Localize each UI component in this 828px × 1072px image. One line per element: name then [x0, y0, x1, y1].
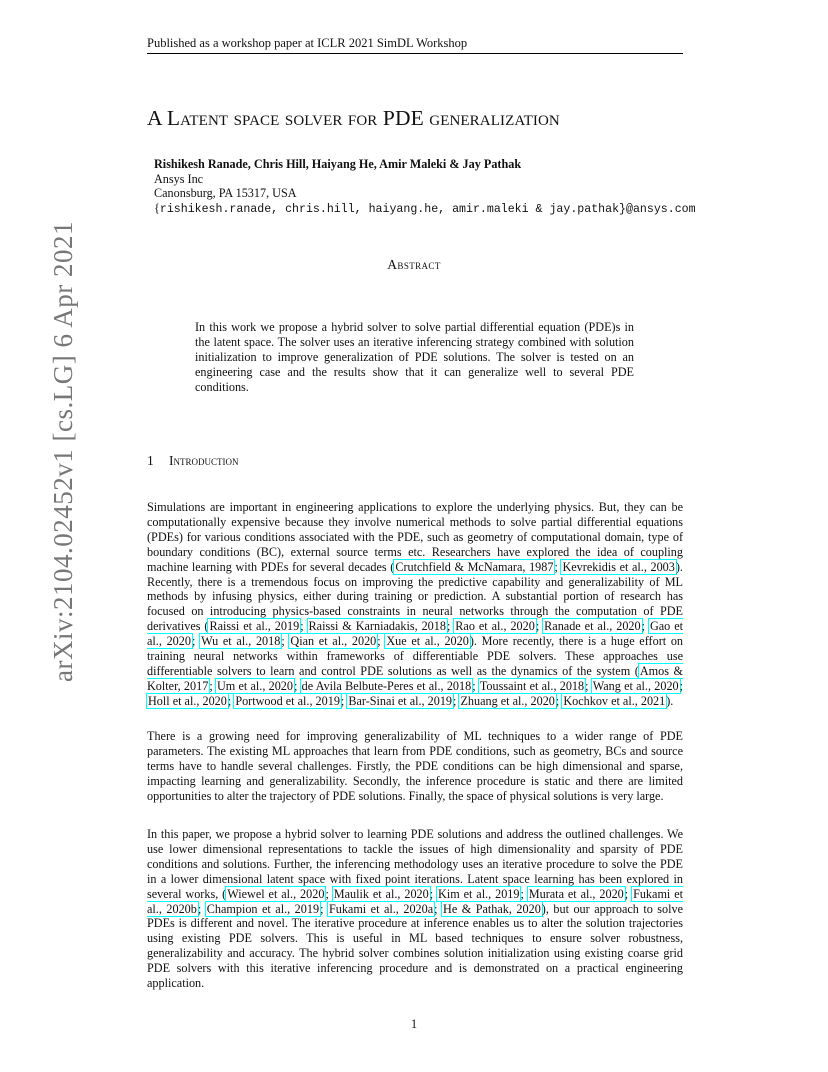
paper-title: A Latent space solver for PDE generalization [147, 106, 560, 130]
citation-link[interactable]: Amos & Kolter, 2017 [147, 663, 683, 693]
citation-link[interactable]: Toussaint et al., 2018 [479, 678, 585, 693]
citation-link[interactable]: Ranade et al., 2020 [544, 619, 641, 634]
citation-link[interactable]: Fukami et al., 2020a [328, 901, 434, 916]
citation-link[interactable]: Bar-Sinai et al., 2019 [348, 693, 453, 708]
citation-link[interactable]: Murata et al., 2020 [528, 886, 624, 901]
citation-link[interactable]: Wu et al., 2018 [201, 634, 281, 649]
citation-link[interactable]: Kim et al., 2019 [438, 886, 520, 901]
para-text: Simulations are important in engineering applications to explore the underlying physics. But, they can be computationally expensive because they involve numerical methods to solve partial differential equations (PDEs) for various conditions associated with the PDE, such as geometry of computational domain, type of boundary conditions (BC), external source terms etc. Researchers have explored the idea of coupling machine learning with PDEs for several decades ( [147, 500, 683, 574]
citation-link[interactable]: Xue et al., 2020 [386, 634, 469, 649]
para-text: ), but our approach to solve PDEs is different and novel. The iterative procedure at inference enables us to alter the solution trajectories using existing PDE solvers. This is useful in ML based techniques to ensure solver robustness, generalizability and accuracy. The hybrid solver combines solution initialization using existing coarse grid PDE solvers with this iterative inferencing procedure and is demonstrated on a practical engineering application. [147, 901, 684, 991]
email-domain: }@ansys.com [619, 203, 696, 216]
citation-link[interactable]: Raissi et al., 2019 [209, 619, 300, 634]
para-text: ). [666, 693, 674, 708]
citation-link[interactable]: Champion et al., 2019 [206, 901, 320, 916]
section-heading-introduction [147, 453, 239, 469]
citation-link[interactable]: He & Pathak, 2020 [443, 901, 541, 916]
citation-link[interactable]: Maulik et al., 2020 [333, 886, 429, 901]
citation-link[interactable]: Crutchfield & McNamara, 1987 [395, 559, 554, 574]
para-text: In this paper, we propose a hybrid solver to learning PDE solutions and address the outlined challenges. We use lower dimensional representations to tackle the issues of high dimensionality and sparsity of PDE conditions and solutions. Further, the inferencing methodology uses an iterative procedure to solve the PDE in a lower dimensional latent space with fixed point iterations. Latent space learning has been explored in several works, ( [147, 827, 683, 901]
citation-link[interactable]: Fukami et al., 2020b [147, 886, 684, 916]
author-list: Rishikesh Ranade, Chris Hill, Haiyang He, Amir Maleki & Jay Pathak [154, 157, 522, 171]
arxiv-identifier[interactable]: arXiv:2104.02452v1 [cs.LG] 6 Apr 2021 [48, 221, 78, 682]
citation-link[interactable]: de Avila Belbute-Peres et al., 2018 [301, 678, 472, 693]
affiliation-address: Canonsburg, PA 15317, USA [154, 186, 297, 200]
header-rule [147, 53, 683, 54]
arxiv-sidebar-stamp [14, 221, 78, 682]
affiliation-org: Ansys Inc [154, 172, 204, 186]
abstract-text: In this work we propose a hybrid solver to solve partial differential equation (PDE)s in the latent space. The solver uses an iterative inferencing strategy combined with solution initialization to improve generalization of PDE solutions. The solver is tested on an engineering case and the results show that it can generalize well to several PDE conditions. [195, 320, 634, 394]
citation-link[interactable]: Portwood et al., 2019 [235, 693, 340, 708]
section-number: 1 [147, 453, 154, 468]
intro-paragraph-1: Simulations are important in engineering applications to explore the underlying physics. But, they can be computationally expensive because they involve numerical methods to solve partial differential equations (PDEs) for various conditions associated with the PDE, such as geometry of computational domain, type of boundary conditions (BC), external source terms etc. Researchers have explored the idea of coupling machine learning with PDEs for several decades (Crutchfield & McNamara, 1987; Kevrekidis et al., 2003). Recently, there is a tremendous focus on improving the predictive capability and generalizability of ML methods by infusing physics, either during training or prediction. A substantial portion of research has focused on introducing physics-based constraints in neural networks through the computation of PDE derivatives (Raissi et al., 2019; Raissi & Karniadakis, 2018; Rao et al., 2020; Ranade et al., 2020; Gao et al., 2020; Wu et al., 2018; Qian et al., 2020; Xue et al., 2020). More recently, there is a huge effort on training neural networks within frameworks of differentiable PDE solvers. These approaches use differentiable solvers to learn and control PDE solutions as well as the dynamics of the system (Amos & Kolter, 2017; Um et al., 2020; de Avila Belbute-Peres et al., 2018; Toussaint et al., 2018; Wang et al., 2020; Holl et al., 2020; Portwood et al., 2019; Bar-Sinai et al., 2019; Zhuang et al., 2020; Kochkov et al., 2021). [147, 500, 684, 708]
citation-link[interactable]: Um et al., 2020 [216, 678, 293, 693]
citation-link[interactable]: Gao et al., 2020 [147, 619, 684, 649]
email-list: rishikesh.ranade, chris.hill, haiyang.he, amir.maleki & jay.pathak [159, 203, 620, 216]
para-text: ). Recently, there is a tremendous focus on improving the predictive capability and generalizability of ML methods by infusing physics, either during training or prediction. A substantial portion of research has focused on introducing physics-based constraints in neural networks through the computation of PDE derivatives ( [147, 559, 683, 634]
running-header: Published as a workshop paper at ICLR 2021 SimDL Workshop [147, 36, 468, 50]
citation-link[interactable]: Wiewel et al., 2020 [227, 886, 325, 901]
intro-paragraph-3: In this paper, we propose a hybrid solver to learning PDE solutions and address the outlined challenges. We use lower dimensional representations to tackle the issues of high dimensionality and sparsity of PDE conditions and solutions. Further, the inferencing methodology uses an iterative procedure to solve the PDE in a lower dimensional latent space with fixed point iterations. Latent space learning has been explored in several works, (Wiewel et al., 2020; Maulik et al., 2020; Kim et al., 2019; Murata et al., 2020; Fukami et al., 2020b; Champion et al., 2019; Fukami et al., 2020a; He & Pathak, 2020), but our approach to solve PDEs is different and novel. The iterative procedure at inference enables us to alter the solution trajectories using existing PDE solvers. This is useful in ML based techniques to ensure solver robustness, generalizability and accuracy. The hybrid solver combines solution initialization using existing coarse grid PDE solvers with this iterative inferencing procedure and is demonstrated on a practical engineering application. [147, 827, 684, 991]
para-text: ). More recently, there is a huge effort on training neural networks within frameworks of differentiable PDE solvers. These approaches use differentiable solvers to learn and control PDE solutions as well as the dynamics of the system ( [147, 634, 684, 678]
citation-link[interactable]: Qian et al., 2020 [290, 634, 377, 649]
author-emails [154, 201, 696, 216]
page-number: 1 [410, 1017, 418, 1031]
citation-link[interactable]: Rao et al., 2020 [455, 619, 535, 634]
abstract-heading: Abstract [387, 257, 441, 272]
citation-link[interactable]: Holl et al., 2020 [148, 693, 227, 708]
intro-paragraph-2: There is a growing need for improving generalizability of ML techniques to a wider range of PDE parameters. The existing ML approaches that learn from PDE conditions, such as geometry, BCs and source terms have to handle several challenges. Firstly, the PDE conditions can be high dimensional and sparse, impacting learning and generalizability. Secondly, the inference procedure is static and there are limited opportunities to alter the trajectory of PDE solutions. Finally, the space of physical solutions is very large. [147, 729, 683, 803]
citation-link[interactable]: Wang et al., 2020 [592, 678, 679, 693]
citation-link[interactable]: Zhuang et al., 2020 [460, 693, 555, 708]
email-open-brace: { [154, 201, 160, 215]
citation-link[interactable]: Kevrekidis et al., 2003 [562, 559, 675, 574]
citation-link[interactable]: Kochkov et al., 2021 [563, 693, 666, 708]
citation-link[interactable]: Raissi & Karniadakis, 2018 [308, 619, 446, 634]
section-title: Introduction [169, 453, 239, 468]
